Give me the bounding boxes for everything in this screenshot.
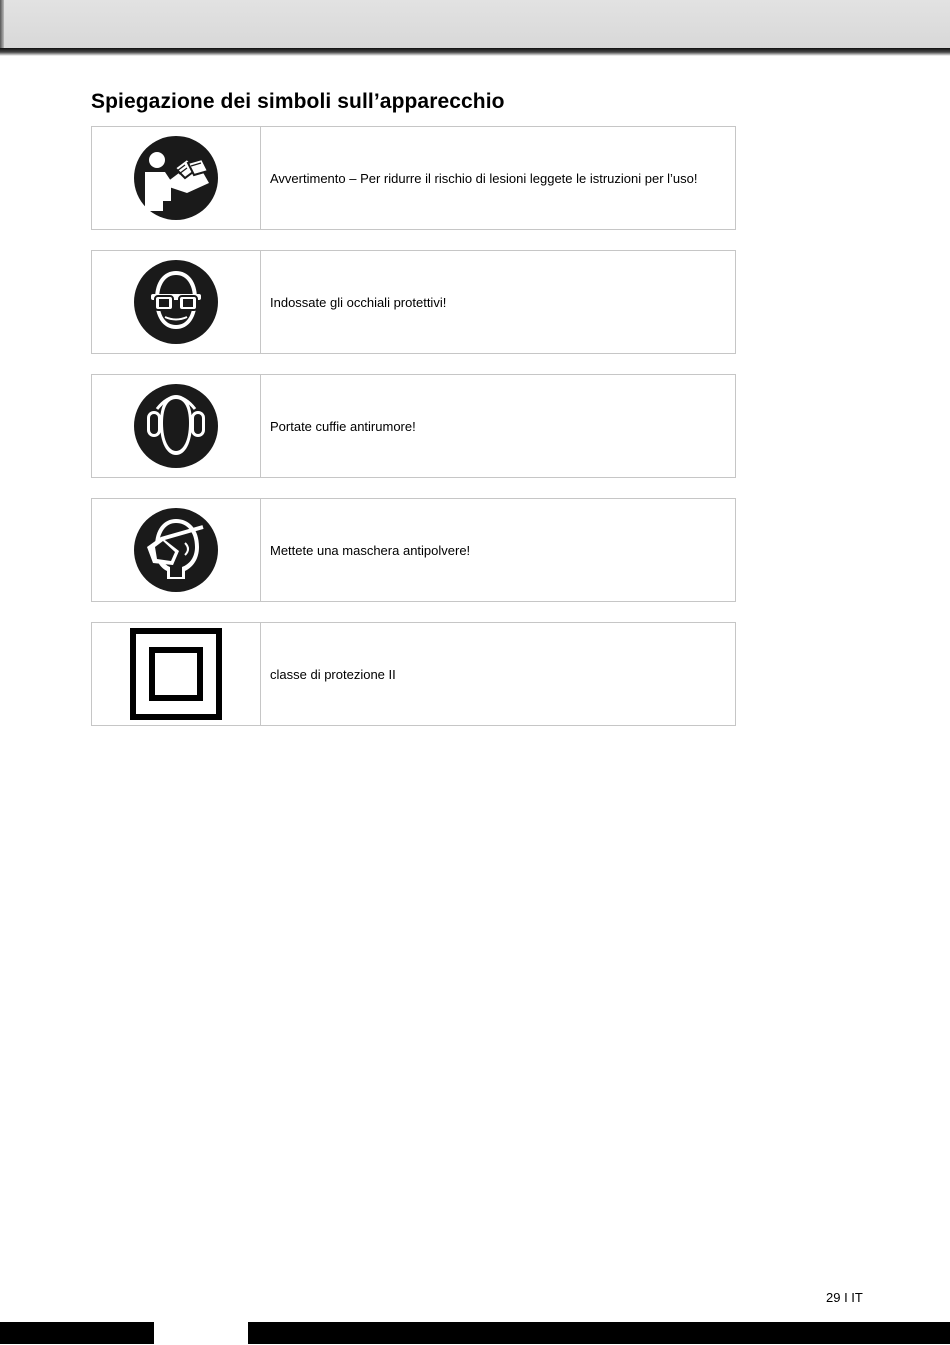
symbol-description: Portate cuffie antirumore!	[270, 418, 416, 434]
footer-bar-left	[0, 1322, 154, 1344]
symbol-row	[91, 498, 736, 602]
symbol-icon-cell	[92, 251, 261, 353]
ear-protection-icon	[133, 383, 219, 469]
safety-goggles-icon	[133, 259, 219, 345]
symbol-icon-cell	[92, 623, 261, 725]
symbol-icon-cell	[92, 375, 261, 477]
protection-class-ii-icon	[130, 628, 222, 720]
symbol-description: Indossate gli occhiali protettivi!	[270, 294, 447, 310]
symbols-table	[91, 126, 736, 746]
footer-bar-right	[248, 1322, 950, 1344]
page-title: Spiegazione dei simboli sull’apparecchio	[91, 90, 505, 113]
symbol-icon-cell	[92, 499, 261, 601]
symbol-row	[91, 622, 736, 726]
symbol-row	[91, 250, 736, 354]
symbol-row	[91, 126, 736, 230]
dust-mask-icon	[133, 507, 219, 593]
header-bar	[0, 0, 950, 50]
header-shadow	[0, 48, 950, 56]
symbol-icon-cell	[92, 127, 261, 229]
symbol-description: Mettete una maschera antipolvere!	[270, 542, 471, 558]
symbol-row	[91, 374, 736, 478]
symbol-description: Avvertimento – Per ridurre il rischio di lesioni leggete le istruzioni per l’uso!	[270, 170, 698, 186]
page-number: 29 I IT	[826, 1290, 863, 1305]
symbol-description: classe di protezione II	[270, 666, 396, 682]
read-manual-icon	[133, 135, 219, 221]
